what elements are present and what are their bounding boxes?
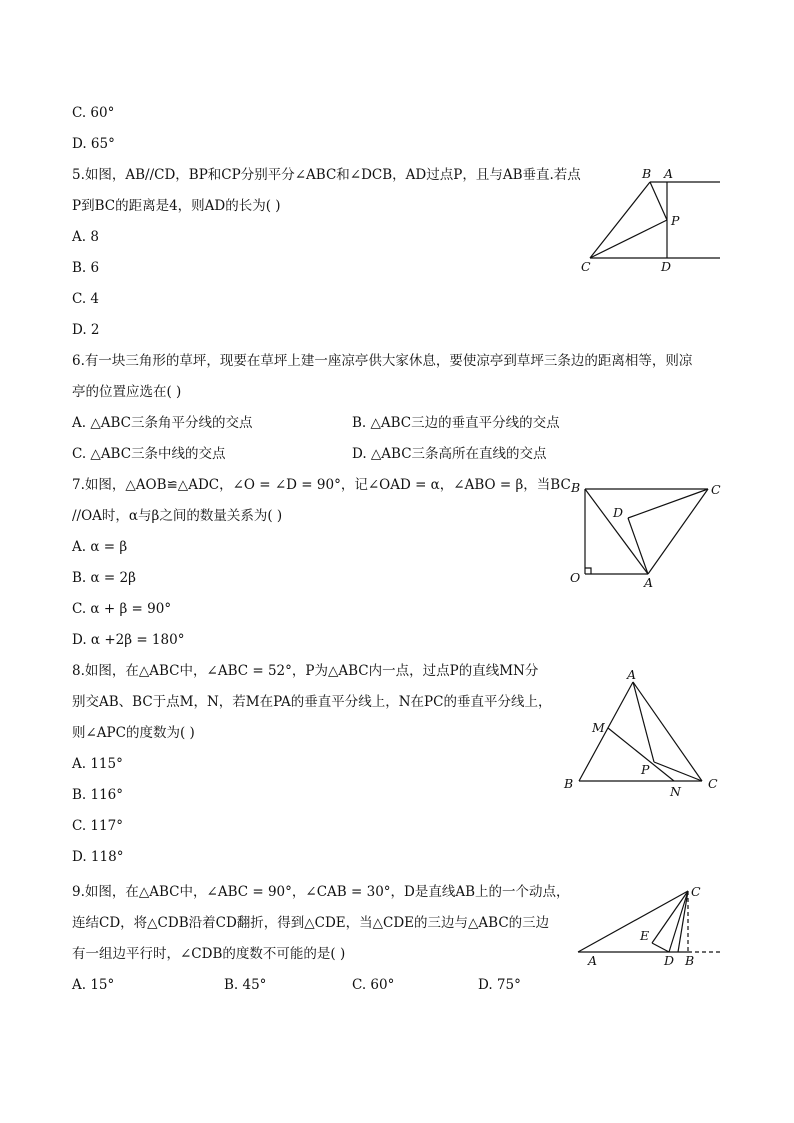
q7-label-a: A [644, 575, 654, 590]
q6-option-b: B. △ABC三边的垂直平分线的交点 [352, 415, 560, 431]
q5-label-c: C [581, 259, 591, 274]
q7-label-o: O [570, 570, 581, 585]
q5-option-a: A. 8 [72, 229, 99, 245]
q9-stem-line2: 连结CD，将△CDB沿着CD翻折，得到△CDE，当△CDE的三边与△ABC的三边 [72, 915, 550, 931]
q8-option-b: B. 116° [72, 787, 124, 803]
q9-option-d: D. 75° [478, 977, 521, 993]
q9-option-b: B. 45° [224, 977, 267, 993]
q5-stem-line2: P到BC的距离是4，则AD的长为( ) [72, 198, 281, 214]
q5-label-a: A [664, 166, 674, 181]
q8-label-c: C [708, 776, 718, 791]
q9-label-d: D [664, 953, 675, 968]
q7-label-b: B [571, 480, 581, 495]
q9-option-a: A. 15° [72, 977, 115, 993]
q5-label-d: D [661, 259, 672, 274]
q7-stem-line2: //OA时，α与β之间的数量关系为( ) [72, 508, 283, 524]
q7-stem-line1: 7.如图，△AOB≌△ADC，∠O = ∠D = 90°，记∠OAD = α，∠ABO = β，当BC [72, 477, 571, 493]
q5-option-c: C. 4 [72, 291, 100, 307]
q6-stem-line1: 6.有一块三角形的草坪，现要在草坪上建一座凉亭供大家休息，要使凉亭到草坪三条边的距离相等，则凉 [72, 353, 693, 369]
q5-stem-line1: 5.如图，AB//CD，BP和CP分别平分∠ABC和∠DCB，AD过点P，且与AB垂直.若点 [72, 167, 581, 183]
q8-label-a: A [627, 667, 637, 682]
q9-label-a: A [588, 953, 598, 968]
q8-option-c: C. 117° [72, 818, 123, 834]
q7-option-a: A. α = β [72, 539, 128, 555]
q8-label-b: B [564, 776, 574, 791]
q9-option-c: C. 60° [352, 977, 395, 993]
q5-option-b: B. 6 [72, 260, 100, 276]
q4-option-c: C. 60° [72, 105, 115, 121]
q8-figure [556, 662, 726, 802]
q9-stem-line3: 有一组边平行时，∠CDB的度数不可能的是( ) [72, 946, 346, 962]
q9-label-c: C [691, 884, 701, 899]
q6-option-d: D. △ABC三条高所在直线的交点 [352, 446, 547, 462]
q7-option-b: B. α = 2β [72, 570, 136, 586]
q7-option-d: D. α +2β = 180° [72, 632, 185, 648]
q8-stem-line2: 别交AB、BC于点M，N，若M在PA的垂直平分线上，N在PC的垂直平分线上， [72, 694, 552, 710]
q8-label-p: P [641, 762, 650, 777]
q7-label-d: D [613, 505, 624, 520]
q8-label-m: M [592, 720, 605, 735]
q9-label-b: B [685, 953, 695, 968]
q5-option-d: D. 2 [72, 322, 100, 338]
q5-label-p: P [671, 213, 680, 228]
q6-option-c: C. △ABC三条中线的交点 [72, 446, 226, 462]
q9-label-e: E [640, 928, 650, 943]
q9-stem-line1: 9.如图，在△ABC中，∠ABC = 90°，∠CAB = 30°，D是直线AB上的一个动点， [72, 884, 570, 900]
q5-figure [570, 160, 730, 280]
q8-stem-line3: 则∠APC的度数为( ) [72, 725, 195, 741]
q9-figure [570, 876, 730, 971]
q6-option-a: A. △ABC三条角平分线的交点 [72, 415, 253, 431]
q4-option-d: D. 65° [72, 136, 115, 152]
q5-label-b: B [642, 166, 652, 181]
q7-option-c: C. α + β = 90° [72, 601, 172, 617]
q6-stem-line2: 亭的位置应选在( ) [72, 384, 182, 400]
q8-label-n: N [670, 784, 681, 799]
q8-option-a: A. 115° [72, 756, 123, 772]
q8-option-d: D. 118° [72, 849, 124, 865]
q7-figure [560, 474, 730, 594]
q7-label-c: C [711, 482, 721, 497]
q8-stem-line1: 8.如图，在△ABC中，∠ABC = 52°，P为△ABC内一点，过点P的直线MN分 [72, 663, 539, 679]
